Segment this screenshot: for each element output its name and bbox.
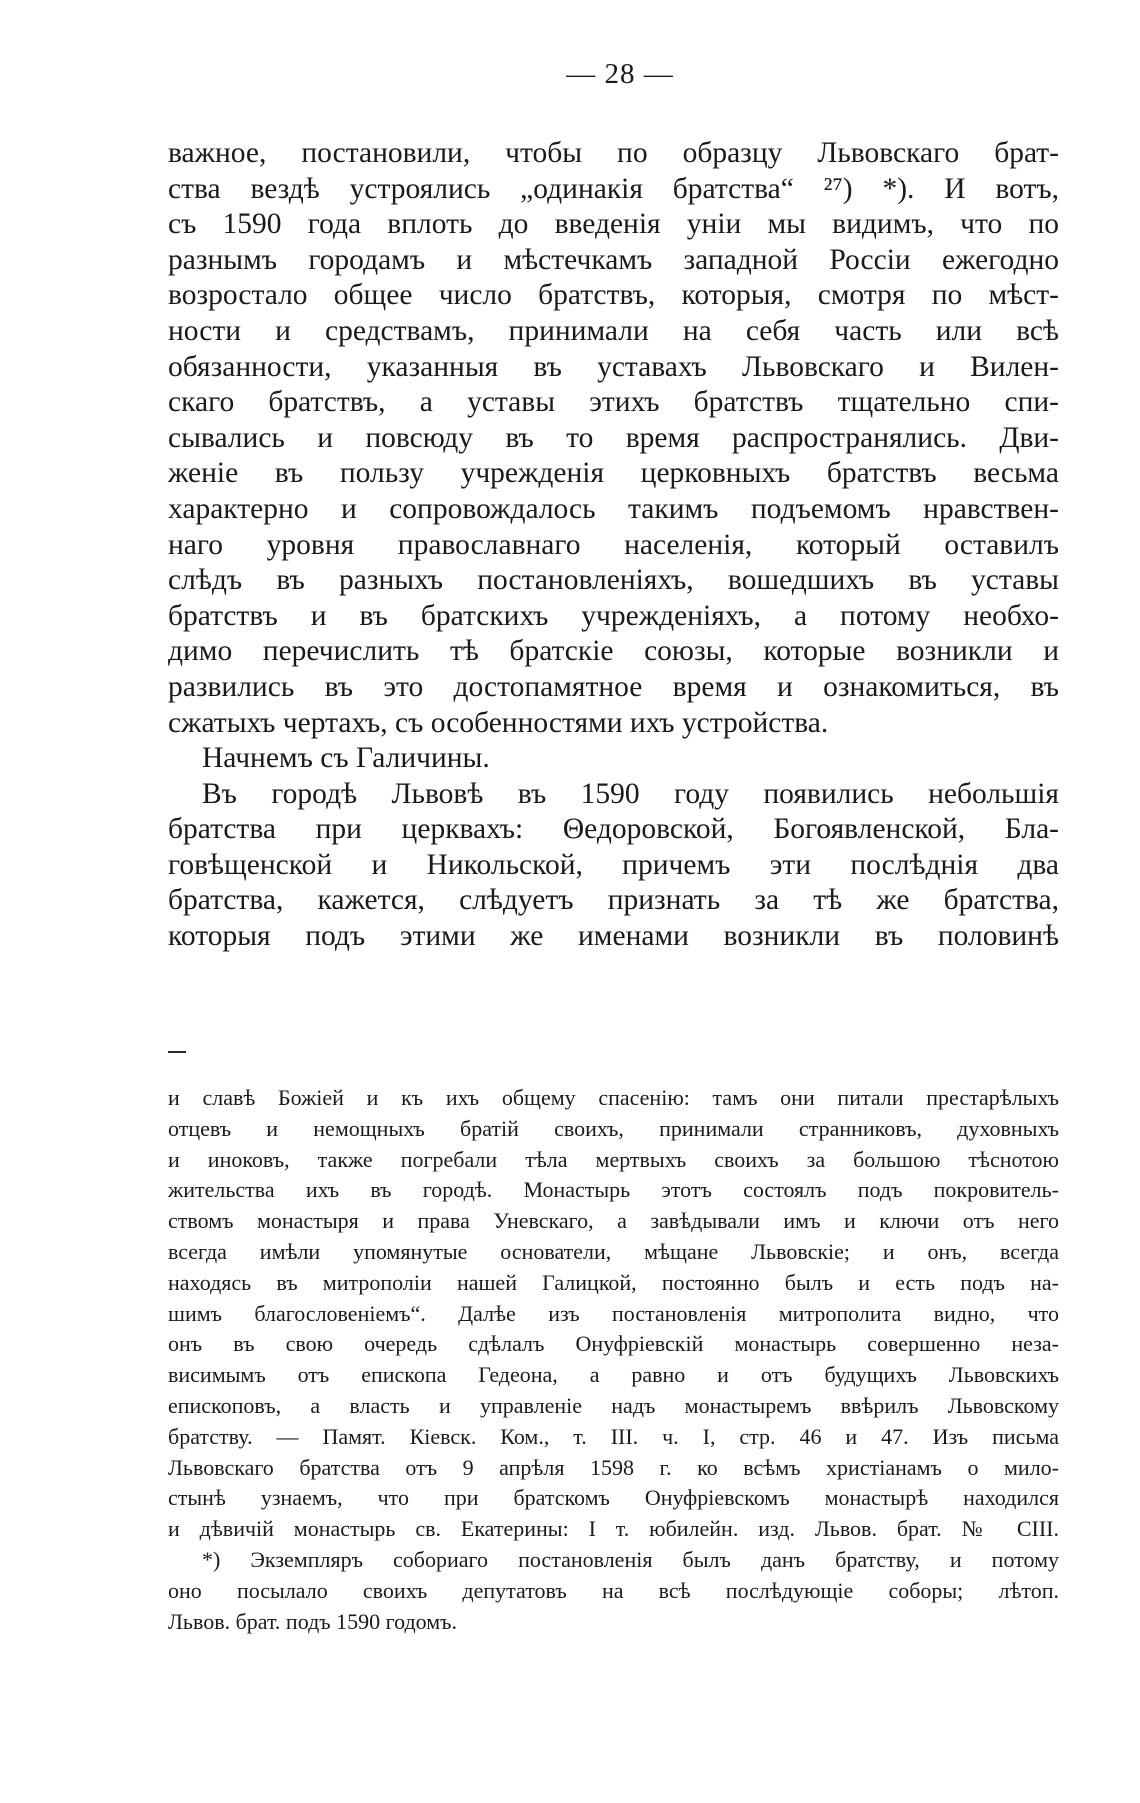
footnote-line: отцевъ и немощныхъ братій своихъ, принимали странниковъ, духовныхъ [168,1115,1059,1141]
text-line: сжатыхъ чертахъ, съ особенностями ихъ устройства. [168,706,829,739]
footnote-line: всегда имѣли упомянутые основатели, мѣщане Львовскіе; и онъ, всегда [168,1238,1059,1264]
text-line: которыя подъ этими же именами возникли въ половинѣ [168,920,1059,953]
footnote-line: оно посылало своихъ депутатовъ на всѣ послѣдующіе соборы; лѣтоп. [168,1577,1059,1603]
text-line: ства вездѣ устроялись „одинакія братства“ ²⁷) *). И вотъ, [168,172,1059,205]
footnote-line: стынѣ узнаемъ, что при братскомъ Онуфріевскомъ монастырѣ находился [168,1485,1059,1511]
footnote-line: ствомъ монастыря и права Уневскаго, а завѣдывали имъ и ключи отъ него [168,1208,1059,1234]
text-line: женіе въ пользу учрежденія церковныхъ братствъ весьма [168,457,1059,490]
text-line: говѣщенской и Никольской, причемъ эти послѣднія два [168,848,1059,881]
footnote-line: братству. — Памят. Кіевск. Ком., т. III. ч. I, стр. 46 и 47. Изъ письма [168,1423,1059,1449]
text-line: скаго братствъ, а уставы этихъ братствъ тщательно спи- [168,386,1059,419]
text-line: обязанности, указанныя въ уставахъ Львовскаго и Вилен- [168,350,1059,383]
footnote-line: и дѣвичій монастырь св. Екатерины: I т. юбилейн. изд. Львов. брат. № CIII. [168,1516,1059,1542]
text-line: развились въ это достопамятное время и ознакомиться, въ [168,670,1059,703]
footnotes [168,1083,1059,1637]
text-line: димо перечислить тѣ братскіе союзы, которые возникли и [168,635,1059,668]
page-number: — 28 — [566,58,674,90]
text-line: наго уровня православнаго населенія, который оставилъ [168,528,1059,561]
text-line: Въ городѣ Львовѣ въ 1590 году появились небольшія [202,777,1059,810]
footnote-line: *) Экземпляръ собориаго постановленія былъ данъ братству, и потому [202,1546,1059,1572]
text-line: характерно и сопровождалось такимъ подъемомъ нравствен- [168,492,1059,525]
footnote-line: Львов. брат. подъ 1590 годомъ. [168,1608,458,1634]
text-line: возростало общее число братствъ, которыя, смотря по мѣст- [168,279,1059,312]
text-line: важное, постановили, чтобы по образцу Львовскаго брат- [168,137,1059,169]
text-line: ности и средствамъ, принимали на себя часть или всѣ [168,314,1059,347]
footnote-line: онъ въ свою очередь сдѣлалъ Онуфріевскій монастырь совершенно неза- [168,1331,1059,1357]
footnote-line: висимымъ отъ епископа Гедеона, а равно и отъ будущихъ Львовскихъ [168,1362,1059,1388]
text-line: съ 1590 года вплоть до введенія уніи мы видимъ, что по [168,208,1059,241]
text-line: сывались и повсюду въ то время распространялись. Дви- [168,421,1059,454]
text-line: братствъ и въ братскихъ учрежденіяхъ, а потому необхо- [168,599,1059,632]
footnote-line: и иноковъ, также погребали тѣла мертвыхъ своихъ за большою тѣснотою [168,1146,1059,1172]
footnote-line: епископовъ, а власть и управленіе надъ монастыремъ ввѣрилъ Львовскому [168,1392,1059,1418]
footnote-line: и славѣ Божіей и къ ихъ общему спасенію: тамъ они питали престарѣлыхъ [168,1085,1059,1110]
text-line: братства при церквахъ: Θедоровской, Богоявленской, Бла- [168,813,1059,846]
text-line: Начнемъ съ Галичины. [202,742,490,775]
text-line: разнымъ городамъ и мѣстечкамъ западной Россіи ежегодно [168,243,1059,276]
text-line: слѣдъ въ разныхъ постановленіяхъ, вошедшихъ въ уставы [168,564,1059,597]
footnote-separator [168,1051,186,1053]
footnote-line: жительства ихъ въ городѣ. Монастырь этотъ состоялъ подъ покровитель- [168,1177,1059,1203]
footnote-line: Львовскаго братства отъ 9 апрѣля 1598 г. ко всѣмъ христіанамъ о мило- [168,1454,1059,1480]
footnote-line: шимъ благословеніемъ“. Далѣе изъ постановленія митрополита видно, что [168,1300,1059,1326]
text-line: братства, кажется, слѣдуетъ признать за тѣ же братства, [168,884,1059,917]
footnote-line: находясь въ митрополіи нашей Галицкой, постоянно былъ и есть подъ на- [168,1269,1059,1295]
main-text [168,136,1059,955]
